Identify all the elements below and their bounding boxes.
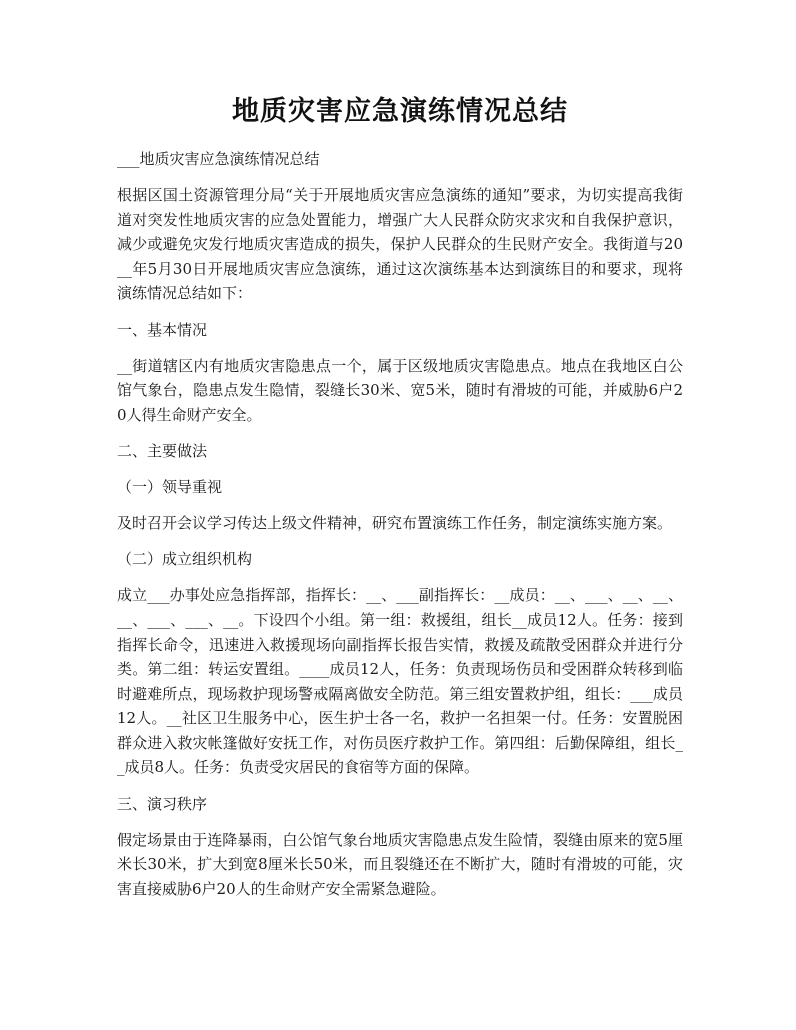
section-body-organization: 成立___办事处应急指挥部，指挥长：__、___副指挥长：__成员：__、___、__、__、__、___、___、__。下设四个小组。第一组：救援组，组长__成员12人。任务：接到指挥长命令，迅速进入救援现场向副指挥长报告实情，救援及疏散受困群众并进行分类。第二组：转运安置组。____成员12人，任务：负责现场伤员和受困群众转移到临时避难所点，现场救护现场警戒隔离做安全防范。第三组安置救护组，组长：___成员12人。__社区卫生服务中心，医生护士各一名，救护一名担架一付。任务：安置脱困群众进入救灾帐篷做好安抚工作，对伤员医疗救护工作。第四组：后勤保障组，组长__成员8人。任务：负责受灾居民的食宿等方面的保障。 (117, 586, 683, 777)
section-heading-drill-order: 三、演习秩序 (117, 794, 208, 813)
section-heading-basic-situation: 一、基本情况 (117, 320, 208, 339)
document-title: 地质灾害应急演练情况总结 (232, 96, 568, 127)
document-page (117, 92, 683, 913)
document-subtitle: ___地质灾害应急演练情况总结 (117, 150, 320, 168)
section-heading-organization: （二）成立组织机构 (117, 550, 253, 569)
section-heading-leadership: （一）领导重视 (117, 478, 223, 497)
section-heading-main-practices: 二、主要做法 (117, 441, 208, 460)
section-body-basic-situation: __街道辖区内有地质灾害隐患点一个，属于区级地质灾害隐患点。地点在我地区白公馆气象台，隐患点发生隐情，裂缝长30米、宽5米，随时有滑坡的可能，并威胁6户20人得生命财产安全。 (117, 356, 683, 424)
section-body-leadership: 及时召开会议学习传达上级文件精神，研究布置演练工作任务，制定演练实施方案。 (117, 514, 673, 533)
section-body-drill-order: 假定场景由于连降暴雨，白公馆气象台地质灾害隐患点发生险情，裂缝由原来的宽5厘米长30米，扩大到宽8厘米长50米，而且裂缝还在不断扩大，随时有滑坡的可能，灾害直接威胁6户20人的生命财产安全需紧急避险。 (117, 830, 683, 898)
intro-paragraph: 根据区国土资源管理分局“关于开展地质灾害应急演练的通知”要求，为切实提高我街道对突发性地质灾害的应急处置能力，增强广大人民群众防灾求灾和自我保护意识，减少或避免灾发行地质灾害造成的损失，保护人民群众的生民财产安全。我街道与20__年5月30日开展地质灾害应急演练，通过这次演练基本达到演练目的和要求，现将演练情况总结如下： (117, 186, 683, 303)
